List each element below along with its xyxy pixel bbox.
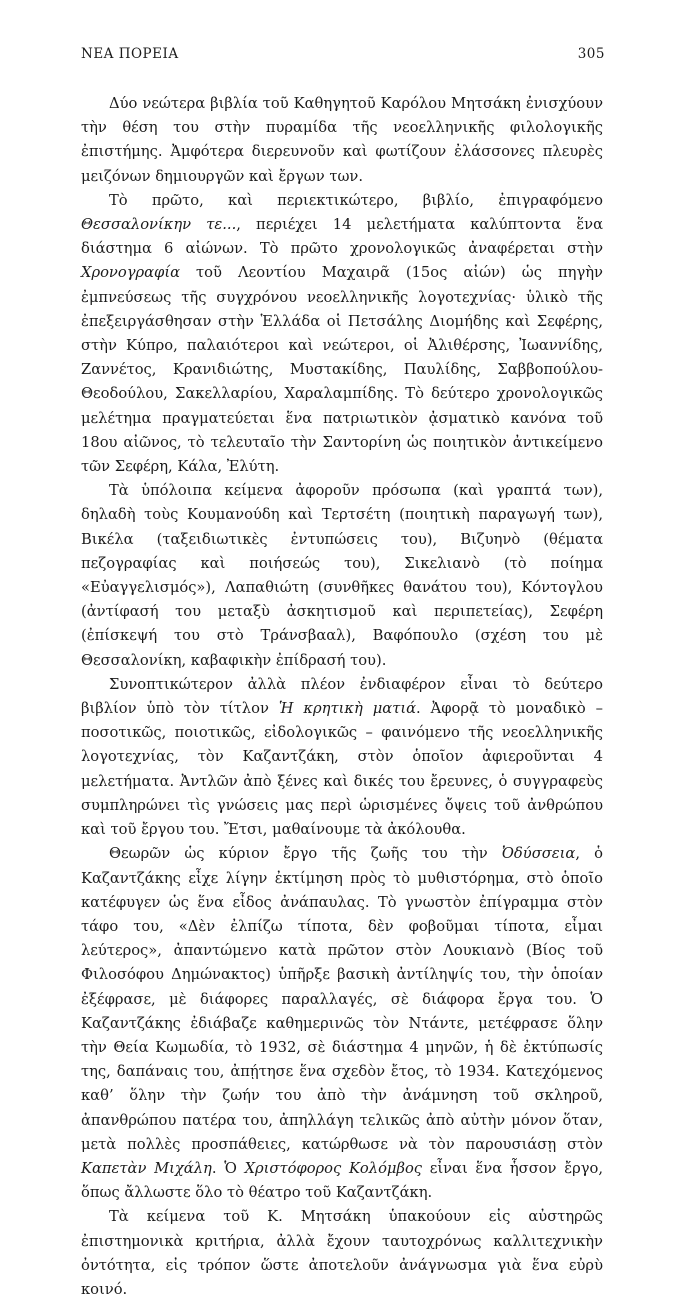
text-run: Τὰ ὑπόλοιπα κείμενα ἀφοροῦν πρόσωπα (καὶ γραπτά των), δηλαδὴ τοὺς Κουμανούδη καὶ Τερτσέτη (ποιητικὴ παραγωγή των), Βικέλα (ταξειδιωτικὲς ἐντυπώσεις του), Βιζυηνὸ (θέματα πεζογραφίας καὶ ποιήσεώς του), Σικελιανὸ (τὸ ποίημα «Εὐαγγελισμός»), Λαπαθιώτη (συνθῆκες θανάτου του), Κόντογλου (ἀντίφασή του μεταξὺ ἀσκητισμοῦ καὶ περιπετείας), Σεφέρη (ἐπίσκεψή του στὸ Τράνσβααλ), Βαφόπουλο (σχέση του μὲ Θεσσαλονίκη, καβαφικὴν ἐπίδρασή του). [81,482,603,669]
italic-title: Χρονογραφία [81,264,180,282]
journal-title: ΝΕΑ ΠΟΡΕΙΑ [81,46,179,62]
text-run: , περιέχει 14 μελετήματα καλύπτοντα ἕνα διάστημα 6 αἰώνων. Τὸ πρῶτο χρονολογικῶς ἀναφέρεται στὴν [81,216,603,258]
italic-title: Ἡ κρητικὴ ματιά [278,700,417,718]
paragraph [81,92,603,189]
text-run: . Ἀφορᾷ τὸ μοναδικὸ – ποσοτικῶς, ποιοτικῶς, εἰδολογικῶς – φαινόμενο τῆς νεοελληνικῆς λογοτεχνίας, τὸν Καζαντζάκη, στὸν ὁποῖον ἀφιεροῦνται 4 μελετήματα. Ἀντλῶν ἀπὸ ξένες καὶ δικές του ἔρευνες, ὁ συγγραφεὺς συμπληρώνει τὶς γνώσεις μας περὶ ὡρισμένες ὄψεις τοῦ ἀνθρώπου καὶ τοῦ ἔργου του. Ἔτσι, μαθαίνουμε τὰ ἀκόλουθα. [81,700,603,839]
text-run: , ὁ Καζαντζάκης εἶχε λίγην ἐκτίμηση πρὸς τὸ μυθιστόρημα, στὸ ὁποῖο κατέφυγεν ὡς ἕνα εἶδος ἀνάπαυλας. Τὸ γνωστὸν ἐπίγραμμα στὸν τάφο του, «Δὲν ἐλπίζω τίποτα, δὲν φοβοῦμαι τίποτα, εἶμαι λεύτερος», ἀπαντώμενο κατὰ πρῶτον στὸν Λουκιανὸ (Βίος τοῦ Φιλοσόφου Δημώνακτος) ὑπῆρξε βασικὴ ἀντίληψίς του, τὴν ὁποίαν ἐξέφρασε, μὲ διάφορες παραλλαγές, σὲ διάφορα ἔργα του. Ὁ Καζαντζάκης ἐδιάβαζε καθημερινῶς τὸν Ντάντε, μετέφρασε ὅλην τὴν Θεία Κωμωδία, τὸ 1932, σὲ διάστημα 4 μηνῶν, ἡ δὲ ἐκτύπωσίς της, δαπάναις του, ἀπῄτησε ἕνα σχεδὸν ἔτος, τὸ 1934. Κατεχόμενος καθ’ ὅλην τὴν ζωήν του ἀπὸ τὴν ἀνάμνηση τοῦ σκληροῦ, ἀπανθρώπου πατέρα του, ἀπηλλάγη τελικῶς ἀπὸ αὐτὴν μόνον ὅταν, μετὰ πολλὲς προσπάθειες, κατώρθωσε νὰ τὸν παρουσιάσῃ στὸν [81,845,603,1153]
running-head [81,46,605,62]
paragraph [81,479,603,673]
text-run: Θεωρῶν ὡς κύριον ἔργο τῆς ζωῆς του τὴν [109,845,502,863]
body-text [81,92,603,1302]
paragraph [81,673,603,842]
paragraph [81,189,603,479]
text-run: εἶναι ἕνα ἧσσον ἔργο, ὅπως ἄλλωστε ὅλο τὸ θέατρο τοῦ Καζαντζάκη. [81,1159,604,1202]
text-run: Τὸ πρῶτο, καὶ περιεκτικώτερο, βιβλίο, ἐπιγραφόμενο [109,191,603,209]
italic-title: Χριστόφορος Κολόμβος [244,1159,423,1177]
text-run: τοῦ Λεοντίου Μαχαιρᾶ (15ος αἰών) ὡς πηγὴν ἐμπνεύσεως τῆς συγχρόνου νεοελληνικῆς λογοτεχνίας· ὑλικὸ τῆς ἐπεξειργάσθησαν στὴν Ἑλλάδα οἱ Πετσάλης Διομήδης καὶ Σεφέρης, στὴν Κύπρο, παλαιότεροι καὶ νεώτεροι, οἱ Ἀλιθέρσης, Ἰωαννίδης, Ζαννέτος, Κρανιδιώτης, Μυστακίδης, Παυλίδης, Σαββοπούλου-Θεοδούλου, Σακελλαρίου, Χαραλαμπίδης. Τὸ δεύτερο χρονολογικῶς μελέτημα πραγματεύεται ἕνα πατριωτικὸν ᾀσματικὸ κανόνα τοῦ 18ου αἰῶνος, τὸ τελευταῖο τὴν Σαντορίνη ὡς ποιητικὸν ἀντικείμενο τῶν Σεφέρη, Κάλα, Ἐλύτη. [81,264,603,476]
italic-title: Καπετὰν Μιχάλη [81,1159,212,1177]
italic-title: Ὀδύσσεια [501,845,576,863]
text-run: Τὰ κείμενα τοῦ Κ. Μητσάκη ὑπακούουν εἰς αὐστηρῶς ἐπιστημονικὰ κριτήρια, ἀλλὰ ἔχουν ταυτοχρόνως καλλιτεχνικὴν ὀντότητα, εἰς τρόπον ὥστε ἀποτελοῦν ἀνάγνωσμα γιὰ ἕνα εὐρὺ κοινό. [81,1208,603,1298]
paragraph [81,1205,603,1302]
italic-title: Θεσσαλονίκην τε... [81,216,237,234]
text-run: Δύο νεώτερα βιβλία τοῦ Καθηγητοῦ Καρόλου Μητσάκη ἐνισχύουν τὴν θέση του στὴν πυραμίδα τῆς νεοελληνικῆς φιλολογικῆς ἐπιστήμης. Ἀμφότερα διερευνοῦν καὶ φωτίζουν ἐλάσσονες πλευρὲς μειζόνων δημιουργῶν καὶ ἔργων των. [81,95,603,185]
text-run: Συνοπτικώτερον ἀλλὰ πλέον ἐνδιαφέρον εἶναι τὸ δεύτερο βιβλίον ὑπὸ τὸν τίτλον [81,675,603,718]
page-number: 305 [577,46,605,62]
text-run: . Ὁ [211,1159,245,1177]
